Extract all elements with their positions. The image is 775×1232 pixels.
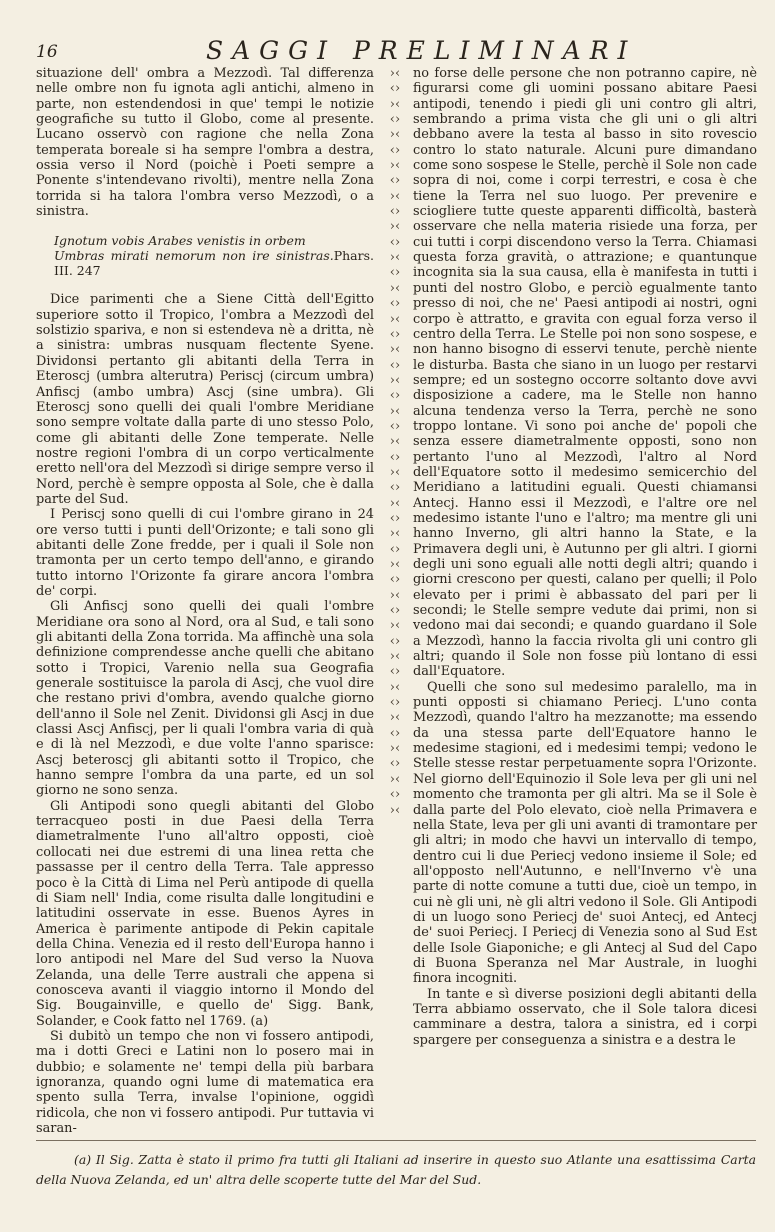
divider-ornament-mark: ›‹	[389, 649, 401, 665]
divider-ornament-mark: ›‹	[389, 557, 401, 572]
divider-ornament-mark: ›‹	[389, 280, 401, 296]
divider-ornament-mark: ‹›	[389, 234, 401, 250]
divider-ornament-mark: ›‹	[389, 679, 401, 695]
quote-line-2: Umbras mirati nemorum non ire sinistras.	[54, 248, 334, 264]
divider-ornament-mark: ‹›	[389, 357, 401, 373]
divider-ornament-mark: ›‹	[389, 587, 401, 603]
left-paragraph-1: situazione dell' ombra a Mezzodì. Tal differenza nelle ombre non fu ignota agli antichi, almeno in parte, non estendendosi in que' tempi le notizie geografiche su tutto il Globo, come al presente. Lucano osservò con ragione che nella Zona temperata boreale si ha sempre l'ombra a destra, ossia verso il Nord (poichè i Poeti sempre a Ponente s'intendevano rivolti), mentre nella Zona torrida si ha talora l'ombra verso Mezzodì, o a sinistra.	[36, 66, 374, 220]
divider-ornament-mark: ›‹	[389, 158, 401, 174]
divider-ornament-mark: ›‹	[389, 250, 401, 266]
divider-ornament-mark: ›‹	[389, 771, 401, 787]
divider-ornament-mark: ‹›	[389, 603, 401, 619]
running-title: SAGGI PRELIMINARI	[206, 36, 637, 65]
divider-ornament-mark: ›‹	[389, 127, 401, 143]
right-paragraph-3: In tante e sì diverse posizioni degli abitanti della Terra abbiamo osservato, che il Sole talora dicesi camminare a destra, talora a sinistra, ed i corpi spargere per conseguenza a sinistra e a destra le	[413, 986, 757, 1048]
divider-ornament-mark: ›‹	[389, 66, 401, 81]
divider-ornament-mark: ›‹	[389, 710, 401, 726]
lucan-quotation	[54, 233, 374, 278]
divider-ornament-mark: ‹›	[389, 725, 401, 741]
divider-ornament-mark: ›‹	[389, 342, 401, 358]
divider-ornament-mark: ‹›	[389, 142, 401, 158]
page-header	[36, 36, 739, 66]
quote-source: Phars. III. 247	[54, 248, 374, 279]
quote-line-1: Ignotum vobis Arabes venistis in orbem	[54, 233, 306, 249]
divider-ornament-mark: ‹›	[389, 572, 401, 588]
left-paragraph-3: I Periscj sono quelli di cui l'ombre girano in 24 ore verso tutti i punti dell'Orizonte; e tali sono gli abitanti delle Zone fredde, per i quali il Sole non tramonta per un certo tempo dell'anno, e girando tutto intorno l'Orizonte fa girare ancora l'ombra de' corpi.	[36, 507, 374, 599]
divider-ornament-mark: ›‹	[389, 526, 401, 542]
divider-ornament-mark: ‹›	[389, 173, 401, 189]
divider-ornament-mark: ‹›	[389, 81, 401, 97]
right-paragraph-1: no forse delle persone che non potranno capire, nè figurarsi come gli uomini possano abitare Paesi antipodi, tenendo i piedi gli uni contro gli altri, sembrando a prima vista che gli uni o gli altri debbano avere la testa al basso in sito rovescio contro lo stato naturale. Alcuni pure dimandano come sono sospese le Stelle, perchè il Sole non cade sopra di noi, come i corpi terrestri, e cosa è che tiene la Terra nel suo luogo. Per prevenire e sciogliere tutte queste apparenti difficoltà, basterà osservare che nella materia risiede una forza, per cui tutti i corpi discendono verso la Terra. Chiamasi questa forza gravità, o attrazione; e quantunque incognita sia la sua causa, ella è manifesta in tutti i punti del nostro Globo, e perciò egualmente tanto presso di noi, che ne' Paesi antipodi ai nostri, ogni corpo è attratto, e gravita con egual forza verso il centro della Terra. Le Stelle poi non sono sospese, e non hanno bisogno di esservi tenute, perchè niente le disturba. Basta che siano in un luogo per restarvi sempre; ed un sostegno occorre soltanto dove avvi disposizione a cadere, ma le Stelle non hanno alcuna tendenza verso la Terra, perchè ne sono troppo lontane. Vi sono poi anche de' popoli che senza essere diametralmente opposti, sono non pertanto l'uno al Mezzodì, l'altro al Nord dell'Equatore sotto il medesimo semicerchio del Meridiano a latitudini eguali. Questi chiamansi Antecj. Hanno essi il Mezzodì, e l'altre ore nel medesimo istante l'uno e l'altro; ma mentre gli uni hanno Inverno, gli altri hanno la State, e la Primavera degli uni, è Autunno per gli altri. I giorni degli uni sono eguali alle notti degli altri; quando i giorni crescono per questi, calano per quelli; il Polo elevato per i primi è abbassato del pari per li secondi; le Stelle sempre vedute dai primi, non si vedono mai dai secondi; e quando guardano il Sole a Mezzodì, hanno la faccia rivolta gli uni contro gli altri; quando il Sole non fosse più lontano di essi dall'Equatore.	[413, 66, 757, 680]
footnote: (a) Il Sig. Zatta è stato il primo fra tutti gli Italiani ad inserire in questo suo Atlante una esattissima Carta della Nuova Zelanda, ed un' altra delle scoperte tutte del Mar del Sud.	[36, 1152, 756, 1187]
divider-ornament-mark: ›‹	[389, 188, 401, 204]
divider-ornament-mark: ›‹	[389, 403, 401, 419]
page-number: 16	[36, 42, 58, 62]
divider-ornament-mark: ›‹	[389, 311, 401, 327]
divider-ornament-mark: ›‹	[389, 96, 401, 112]
divider-ornament-mark: ›‹	[389, 802, 401, 818]
divider-ornament-mark: ›‹	[389, 741, 401, 757]
divider-ornament-mark: ‹›	[389, 265, 401, 281]
divider-ornament-mark: ‹›	[389, 449, 401, 465]
divider-ornament-mark: ‹›	[389, 112, 401, 128]
right-paragraph-2: Quelli che sono sul medesimo paralello, ma in punti opposti si chiamano Periecj. L'uno conta Mezzodì, quando l'altro ha mezzanotte; ma essendo da una stessa parte dell'Equatore hanno le medesime stagioni, ed i medesimi tempi; vedono le Stelle stesse restar perpetuamente sopra l'Orizonte. Nel giorno dell'Equinozio il Sole leva per gli uni nel momento che tramonta per gli altri. Ma se il Sole è dalla parte del Polo elevato, cioè nella Primavera e nella State, leva per gli uni avanti di tramontare per gli altri; in modo che havvi un intervallo di tempo, dentro cui li due Periecj vedono insieme il Sole; ed all'opposto nell'Autunno, e nell'Inverno v'è una parte di notte comune a tutti due, cioè un tempo, in cui nè gli uni, nè gli altri vedono il Sole. Gli Antipodi di un luogo sono Periecj de' suoi Antecj, ed Antecj de' suoi Periecj. I Periecj di Venezia sono al Sud Est delle Isole Giaponiche; e gli Antecj al Sud del Capo di Buona Speranza nel Mar Australe, in luoghi finora incogniti.	[413, 679, 757, 987]
divider-ornament-mark: ‹›	[389, 296, 401, 312]
divider-ornament-mark: ‹›	[389, 388, 401, 404]
left-paragraph-5: Gli Antipodi sono quegli abitanti del Globo terracqueo posti in due Paesi della Terra diametralmente l'uno all'altro opposti, cioè collocati nei due estremi di una linea retta che passasse per il centro della Terra. Tale appresso poco è la Città di Lima nel Perù antipode di quella di Siam nell' India, come risulta dalle longitudini e latitudini osservate in esse. Buenos Ayres in America è parimente antipode di Pekin capitale della China. Venezia ed il resto dell'Europa hanno i loro antipodi nel Mare del Sud verso la Nuova Zelanda, una delle Terre australi che appena si conosceva avanti il viaggio intorno il Mondo del Sig. Bougainville, e quello de' Sigg. Bank, Solander, e Cook fatto nel 1769. (a)	[36, 798, 374, 1029]
divider-ornament-mark: ›‹	[389, 464, 401, 480]
divider-ornament-mark: ‹›	[389, 787, 401, 803]
divider-ornament-mark: ‹›	[389, 633, 401, 649]
footnote-rule	[36, 1140, 756, 1141]
left-column	[36, 66, 374, 1136]
divider-ornament-mark: ‹›	[389, 756, 401, 772]
divider-ornament-mark: ‹›	[389, 541, 401, 557]
column-divider-ornament	[383, 66, 407, 826]
divider-ornament-mark: ‹›	[389, 510, 401, 526]
left-paragraph-6: Si dubitò un tempo che non vi fossero antipodi, ma i dotti Greci e Latini non lo posero mai in dubbio; e solamente ne' tempi della più barbara ignoranza, quando ogni lume di matematica era spento sulla Terra, invalse l'opinione, oggidì ridicola, che non vi fossero antipodi. Pur tuttavia vi saran-	[36, 1028, 374, 1136]
left-paragraph-2: Dice parimenti che a Siene Città dell'Egitto superiore sotto il Tropico, l'ombra a Mezzodì del solstizio spariva, e non si estendeva nè a dritta, nè a sinistra: umbras nusquam flectente Syene. Dividonsi pertanto gli abitanti della Terra in Eteroscj (umbra alterutra) Periscj (circum umbra) Anfiscj (ambo umbra) Ascj (sine umbra). Gli Eteroscj sono quelli dei quali l'ombre Meridiane sono sempre voltate dalla parte di uno stesso Polo, come gli abitanti delle Zone temperate. Nelle nostre regioni l'ombra di un corpo verticalmente eretto nell'ora del Mezzodì si dirige sempre verso il Nord, perchè è sempre opposta al Sole, che è dalla parte del Sud.	[36, 292, 374, 507]
divider-ornament-mark: ›‹	[389, 219, 401, 235]
right-column	[413, 66, 757, 1048]
divider-ornament-mark: ‹›	[389, 204, 401, 220]
divider-ornament-mark: ›‹	[389, 495, 401, 511]
left-paragraph-4: Gli Anfiscj sono quelli dei quali l'ombre Meridiane ora sono al Nord, ora al Sud, e tali sono gli abitanti della Zona torrida. Ma affinchè una sola definizione comprendesse anche quelli che abitano sotto i Tropici, Varenio nella sua Geografia generale sostituisce la parola di Ascj, che vuol dire che restano privi d'ombra, avendo qualche giorno dell'anno il Sole nel Zenit. Dividonsi gli Ascj in due classi Ascj Anfiscj, per li quali l'ombra varia di quà e di là nel Mezzodì, e due volte l'anno sparisce: Ascj beteroscj gli abitanti sotto il Tropico, che hanno sempre l'ombra da una parte, ed un sol giorno ne sono senza.	[36, 599, 374, 799]
divider-ornament-mark: ‹›	[389, 664, 401, 680]
divider-ornament-mark: ›‹	[389, 618, 401, 634]
divider-ornament-mark: ›‹	[389, 372, 401, 388]
divider-ornament-mark: ‹›	[389, 418, 401, 434]
divider-ornament-mark: ‹›	[389, 695, 401, 711]
divider-ornament-mark: ‹›	[389, 326, 401, 342]
divider-ornament-mark: ‹›	[389, 480, 401, 496]
divider-ornament-mark: ›‹	[389, 434, 401, 450]
